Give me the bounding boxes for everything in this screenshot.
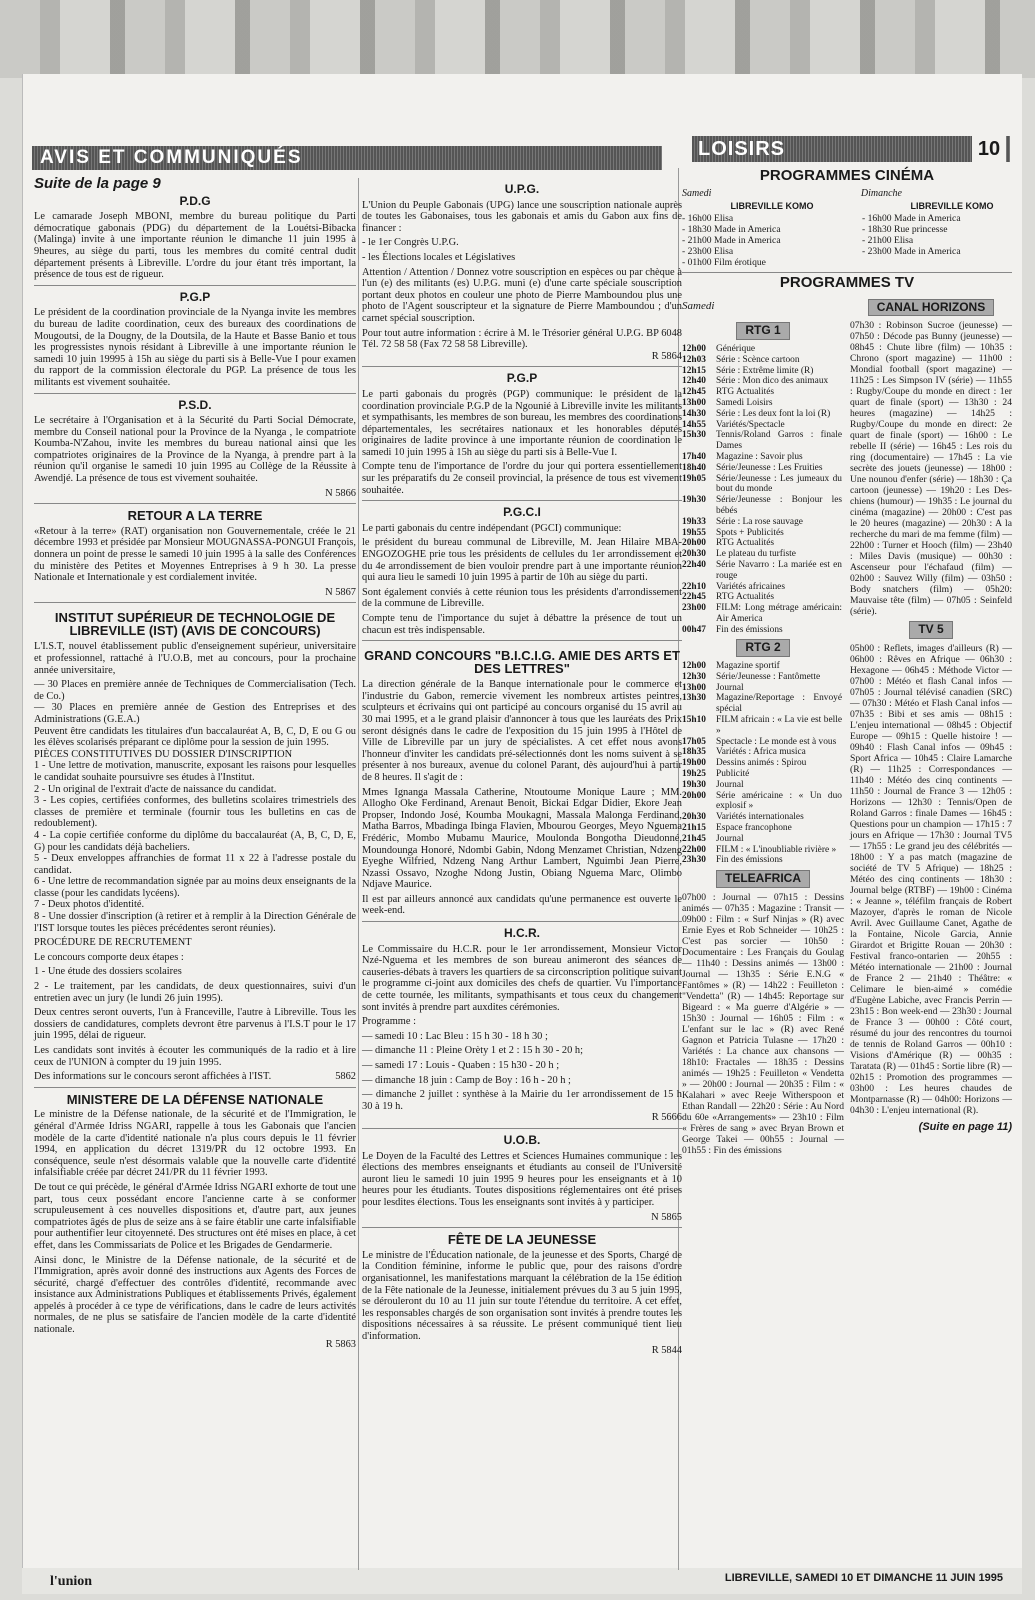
notice-ref-ist: 5862 [335, 1071, 356, 1083]
notice-ref-psd: N 5866 [325, 487, 356, 499]
notice-ref-fete: R 5844 [651, 1345, 682, 1357]
program-title: Variétés/Spectacle [716, 419, 785, 430]
notice-title-defense: MINISTERE DE LA DÉFENSE NATIONALE [66, 1091, 324, 1107]
notice-ref-uob: N 5865 [651, 1211, 682, 1223]
column-rule-1 [358, 178, 359, 1570]
rtg2-program-row [682, 823, 842, 834]
bicig-paragraph: Il est par ailleurs annoncé aux candidats qu'une permanence est ouverte le week-end. [362, 893, 682, 917]
program-title: FILM: Long métrage américain: Air America [716, 603, 842, 624]
ist-paragraph: — 30 Places en première année de Techniques de Commercialisation (Tech. de Co.) [34, 679, 356, 702]
cinema-day-labels [682, 188, 1012, 200]
ist-paragraph: PIÈCES CONSTITUTIVES DU DOSSIER D'INSCRIPTION [34, 748, 293, 760]
column-loisirs [682, 168, 1012, 1156]
notice-ref-retour: N 5867 [325, 586, 356, 598]
program-time: 14h30 [682, 408, 706, 419]
notice-title-upg: U.P.G. [504, 182, 540, 196]
rtg1-schedule [682, 344, 842, 636]
program-time: 22h10 [682, 581, 706, 592]
program-title: Variétés internationales [716, 812, 804, 823]
program-time: 21h45 [682, 833, 706, 844]
cinema-venue: LIBREVILLE KOMO [910, 201, 994, 212]
program-title: Publicité [716, 769, 750, 780]
pgci-paragraph: Le parti gabonais du centre indépendant (PGCI) communique: [362, 522, 622, 534]
notice-title-pdg: P.D.G [179, 193, 211, 208]
cinema-showing: - 18h30 Made in America [682, 224, 781, 236]
ist-paragraph: 2 - Le traitement, par les candidats, de deux questionnaires, suivi d'un entretien avec un jury (le lundi 26 juin 1995). [34, 981, 356, 1004]
program-title: Série : Les deux font la loi (R) [716, 408, 831, 419]
rtg2-program-row [682, 715, 842, 737]
ist-paragraph: Le concours comporte deux étapes : [34, 951, 184, 963]
ist-paragraph: 8 - Une dossier d'inscription (à retirer et à remplir à la Direction Générale de l'IST lorsque toutes les pièces précédentes seront réunies). [34, 911, 356, 934]
program-time: 13h00 [682, 682, 706, 693]
rtg1-program-row [682, 549, 842, 560]
tv-right-column [850, 295, 1012, 1156]
program-title: Samedi Loisirs [716, 397, 773, 408]
notice-ref-defense: R 5863 [325, 1338, 356, 1350]
rtg2-program-row [682, 791, 842, 813]
upg-paragraph: L'Union du Peuple Gabonais (UPG) lance une souscription nationale auprès de toutes les Gabonaises, tous les gabonais et amis du Gabon aux fins de financer : [362, 199, 682, 234]
ist-paragraph: 1 - Une étude des dossiers scolaires [34, 966, 182, 978]
ist-paragraph: PROCÉDURE DE RECRUTEMENT [34, 937, 192, 949]
section-title-loisirs: LOISIRS [698, 138, 786, 160]
rtg2-program-row [682, 834, 842, 845]
cinema-sunday [862, 201, 1012, 268]
program-title: Journal [716, 833, 744, 844]
hcr-paragraph: Le Commissaire du H.C.R. pour le 1er arrondissement, Monsieur Victor Nzé-Nguema et les membres de son bureau animeront des séances de causeries-débats à travers les quartiers de sa circonscription politique suivant le programme ci-joint aux domiciles des chefs de quartier. Vu l'importance de cette tournée, les militants, sympathisants et tous ceux du changement sont invités à prendre part auxdites cérémonies. [362, 943, 682, 1013]
rtg2-program-row [682, 737, 842, 748]
ist-paragraph: Les candidats sont invités à écouter les communiqués de la radio et à lire ceux de l'UNION à compter du 19 juin 1995. [34, 1045, 356, 1068]
defense-paragraph: De tout ce qui précède, le général d'Armée Idriss NGARI exhorte de tout une part, tous ceux possédant encore l'ancienne carte à se conformer scrupuleusement à ces nouvelles dispositions et, d'autre part, aux jeunes compatriotes âgés de plus de seize ans à se faire établir une carte infalsifiable pour authentifier leur citoyenneté. Des structures ont été mises en place, à cet effet, dans les Commissariats de Police et les Brigades de Gendarmerie. [34, 1181, 356, 1251]
cinema-showing: - 23h00 Elisa [682, 246, 734, 258]
teleafrica-schedule: 07h00 : Journal — 07h15 : Dessins animés — 07h35 : Magazine : Transit — 09h00 : Film : « Surf Ninjas » (R) avec Ernie Eyes et Rob Schneider — 10h25 : C'est pas sorcier — 10h50 : Documentaire : Les Français du Goulag — 11h40 : Dessins animés — 13h00 : Journal — 13h35 : Série E.N.G « Fantômes » (R) — 14h22 : Feuilleton : "Vendetta" (R) — 14h45: Reportage sur Bigeard : « Ma guerre d'Algérie » — 15h30 : Journal — 16h05 : Film : « L'enfant sur le lac » (R) avec René Gagnon et Patricia Tulasne — 17h20 : Variétés : La chance aux chansons — 18h10: Fractales — 18h35 : Dessins animés — 19h25 : Feuilleton « Vendetta » — 20h00 : Journal — 20h35 : Film : « Kalahari » avec Reeje Witherspoon et Ethan Randall — 22h20 : Série : Au Nord du 60e «Arrangements» — 23h10 : Film « Frères de sang » avec Bryan Brown et George Takei — 00h55 : Journal — 01h55 : Fin des émissions [682, 891, 844, 1156]
divider [362, 1227, 682, 1228]
program-title: Série Navarro : La mariée est en rouge [716, 559, 842, 581]
pgp2-paragraph: Compte tenu de l'importance de l'ordre du jour qui portera essentiellement sur les préparatifs du 2e conseil provincial, la présence de tous est vivement souhaitée. [362, 461, 682, 496]
ist-last-text: Des informations sur le concours seront affichées à l'IST. [34, 1071, 272, 1083]
notice-title-pgp2: P.G.P [506, 371, 538, 386]
cinema-showing: - 21h00 Made in America [682, 235, 781, 247]
pgp2-paragraph: Le parti gabonais du progrès (PGP) communique: le président de la coordination provinciale P.G.P de la Ngounié à Libreville invite les militants et sympathisants, les membres de son bureau, les membres des coordinations départementales, les secrétaires nationaux et les honorables députés originaires de ladite province à une importante réunion de coordination le samedi 10 juin 1995 à 15h au siège du parti sis à Belle-Vue I. [362, 388, 682, 458]
channel-name-teleafrica: TELEAFRICA [716, 870, 810, 888]
rtg1-program-row [682, 592, 842, 603]
rtg2-program-row [682, 758, 842, 769]
channel-header-rtg2 [682, 635, 844, 661]
program-title: Magazine : Savoir plus [716, 451, 803, 462]
rtg1-program-row [682, 560, 842, 582]
upg-paragraph: - le 1er Congrès U.P.G. [362, 237, 459, 249]
column-avis-1 [34, 175, 356, 1350]
rtg1-program-row [682, 474, 842, 496]
defense-paragraph: Ainsi donc, le Ministre de la Défense nationale, de la sécurité et de l'Immigration, après avoir donné des instructions aux Agents des Forces de sécurité, chargé d'effectuer des contrôles d'identité, recommande avec insistance aux Administrations Publiques et établissements Privés, également appelés à procéder à ce type de vérifications, dans le cadre de leurs activités normales, de ne plus se satisfaire de l'ancien modèle de la carte d'identité nationale. [34, 1254, 356, 1336]
program-title: Journal [716, 682, 744, 693]
program-title: RTG Actualités [716, 538, 775, 549]
program-time: 20h30 [682, 812, 706, 823]
program-time: 15h30 [682, 430, 706, 441]
ist-paragraph: 6 - Une lettre de recommandation signée par au moins deux enseignants de la classe (pour les candidats lycéens). [34, 876, 356, 899]
rtg1-program-row [682, 625, 842, 636]
hcr-paragraph: Programme : [362, 1016, 416, 1028]
program-time: 20h00 [682, 790, 706, 801]
upg-paragraph: Pour tout autre information : écrire à M. le Trésorier général U.P.G. BP 6048 Tél. 72 58 58 (Fax 72 58 58 Libreville). [362, 327, 682, 351]
program-time: 17h05 [682, 736, 706, 747]
notice-title-hcr: H.C.R. [504, 926, 540, 941]
program-time: 22h40 [682, 559, 706, 570]
notice-title-ist: INSTITUT SUPÉRIEUR DE TECHNOLOGIE DE LIBREVILLE (IST) (AVIS DE CONCOURS) [54, 610, 336, 639]
program-title: Magazine/Reportage : Envoyé spécial [716, 693, 842, 715]
rtg2-program-row [682, 780, 842, 791]
program-time: 13h00 [682, 397, 706, 408]
hcr-paragraph: — dimanche 2 juillet : synthèse à la Mairie du 1er arrondissement de 15 h 30 à 19 h. [362, 1089, 682, 1112]
program-time: 23h30 [682, 855, 706, 866]
ist-paragraph: 1 - Une lettre de motivation, manuscrite, exposant les raisons pour lesquelles le candidat souhaite poursuivre ses études à l'Institut. [34, 760, 356, 783]
hcr-paragraph: — dimanche 11 : Pleine Orèty 1 et 2 : 15 h 30 - 20 h; [362, 1045, 583, 1057]
tv-day-label: Samedi [682, 299, 715, 312]
rtg1-program-row [682, 344, 842, 355]
notice-title-retour: RETOUR A LA TERRE [127, 508, 263, 524]
program-title: Variétés africaines [716, 581, 785, 592]
tv5-schedule: 05h00 : Reflets, images d'ailleurs (R) — 06h00 : Rêves en Afrique — 06h30 : Hexagone — 06h45 : Méthode Victor — 07h00 : Météo et flash Canal infos — 07h05 : Journal télévisé canadien (SRC) — 07h30 : Météo et Flash Canal infos — 07h35 : Bibi et ses amis — 08h15 : L'enjeu international — 08h45 : Objectif Europe — 09h15 : Quelle histoire ! — 09h40 : Flash Canal infos — 09h45 : Sport Africa — 10h45 : Claire Lamarche (R) — 11h25 : Correspondances — 11h40 : Météo des cinq continents — 11h50 : Journal de France 3 — 12h05 : Horizons — 12h30 : Tennis/Open de Roland Garros : finale Dames — 16h45 : Questions pour un champion — 17h15 : 7 jours en Afrique — 17h30 : Journal TV5 — 17h55 : Le grand jeu des célébrités — 18h00 : Y a pas match (magazine de société de TV 5 Afrique) — 18h25 : Météo des cinq continents — 18h30 : Journal belge (RTBF) — 19h00 : Cinéma : « Jeanne », téléfilm français de Robert Mazoyer, d'après le roman de Nicole Avril. Avec Guillaume Canet, Agathe de la Fontaine, Nicole Garcia, Annie Girardot et Brigitte Rouan — 20h30 : Festival franco-ontarien — 20h55 : Météo internationale — 21h00 : Journal de France 2 — 21h40 : Théâtre: « Celimare le bien-aimé » comédie d'Eugène Labiche, avec Francis Perrin — 23h15 : Bon week-end — 23h30 : Journal de France 3 — 00h00 : Côté court, résumé du jour des rencontres du tournoi de tennis de Roland Garros — 00h10 : Visions d'Amérique (R) — 00h35 : Taratata (R) — 01h45 : Sortie libre (R) — 02h15 : Promotion des programmes — 03h00 : Les heures chaudes de Montparnasse (R) — 04h00: Horizons — 04h30 : L'enjeu international (R). [850, 642, 1012, 1116]
notice-title-psd: P.S.D. [178, 397, 212, 412]
program-time: 12h45 [682, 387, 706, 398]
ist-paragraph: 7 - Deux photos d'identité. [34, 899, 145, 911]
ist-last-line [34, 1071, 356, 1083]
rtg1-program-row [682, 387, 842, 398]
notice-text-fete: Le ministre de l'Éducation nationale, de la jeunesse et des Sports, Chargé de la Condition féminine, informe le public que, pour des raisons d'ordre organisationnel, les manifestations marquant la célébration de la 15e édition de la Fête nationale de la Jeunesse, initialement prévues du 3 au 5 juin 1995, se dérouleront du 10 au 11 juin sur toute l'étendue du territoire. A cet effet, les responsables chargés de son organisation sont invités à prendre toutes les dispositions nécessaires à sa réussite. Le présent communiqué tient lieu d'information. [362, 1249, 682, 1342]
notice-title-fete: FÊTE DE LA JEUNESSE [447, 1232, 597, 1248]
program-time: 12h30 [682, 671, 706, 682]
pgci-paragraph: Compte tenu de l'importance du sujet à débattre la présence de tout un chacun est très indispensable. [362, 613, 682, 636]
program-time: 15h10 [682, 715, 706, 726]
canal-schedule: 07h30 : Robinson Sucroe (jeunesse) — 07h50 : Décode pas Bunny (jeunesse) — 08h45 : Chute libre (film) — 10h35 : Chrono (sport magazine) — 11h00 : Mondial football (sport magazine) — 11h25 : Les Simpson IV (série) — 11h55 : Rugby/Coupe du monde en direct : 1er quart de finale (sport) — 13h30 : 24 heures (magazine) — 14h25 : Rugby/Coupe du monde en direct: 2e quart de finale (sport) — 16h00 : Le rebelle II (série) — 16h45 : Les rois du ring (documentaire) — 17h45 : La vie secrète des jouets (jeunesse) — 18h00 : Une nounou d'enfer (série) — 18h30 : Ça cartoon (jeunesse) — 19h20 : Les Des-chiens (humour) — 19h35 : Le journal du cinéma (magazine) — 20h00 : C'est pas le 20 heures (magazine) — 20h30 : A la recherche du mari de ma femme (film) — 22h00 : Turner et Hooch (film) — 23h40 : Miles Davis (musique) — 00h30 : Ascenseur pour l'échafaud (film) — 02h00 : Sauvez Willy (film) — 03h50 : Body snatchers (film) — 05h20: Mauvaise tête (film) — 07h05 : Seinfeld (série). [850, 320, 1012, 618]
divider [34, 602, 356, 603]
bicig-paragraph: La direction générale de la Banque internationale pour le commerce et l'industrie du Gabon, remercie vivement les nombreux artistes peintres, sculpteurs et écrivains qui ont participé au concours organisé du 15 avril au 30 mai 1995, et a le grand plaisir d'annoncer à tous que les lauréats des Prix seront désignés dans le cadre de l'exposition du 15 juin 1995 à l'Hôtel de Ville de Libreville par un jury de spécialistes. A cet effet nous avons l'honneur d'inviter les candidats pré-sélectionnés dont les noms suivent à se présenter à nos bureaux, avenue du colonel Parant, dès aujourd'hui à partir de 8 heures. Il s'agit de : [362, 679, 682, 783]
hcr-paragraph: — samedi 10 : Lac Bleu : 15 h 30 - 18 h 30 ; [362, 1030, 548, 1042]
cinema-title: PROGRAMMES CINÉMA [759, 167, 935, 184]
cinema-venue: LIBREVILLE KOMO [730, 201, 814, 212]
program-title: Dessins animés : Spirou [716, 758, 807, 769]
program-time: 12h00 [682, 343, 706, 354]
section-title-avis: AVIS ET COMMUNIQUÉS [40, 147, 303, 168]
rtg2-program-row [682, 747, 842, 758]
ist-paragraph: L'I.S.T, nouvel établissement public d'enseignement supérieur, universitaire et professionnel, rattaché à l'U.O.B, met au concours, pour la prochaine année universitaire, [34, 641, 356, 676]
program-title: Fin des émissions [716, 855, 783, 866]
notice-ref-hcr: R 5666 [651, 1112, 682, 1124]
tv-left-column [682, 295, 844, 1156]
rtg2-program-row [682, 693, 842, 715]
program-title: Le plateau du turfiste [716, 549, 796, 560]
program-title: Série : Extrême limite (R) [716, 365, 814, 376]
program-title: Série/Jeunesse : Fantômette [716, 671, 821, 682]
cinema-showing: - 18h30 Rue princesse [862, 224, 948, 236]
divider [34, 285, 356, 286]
rtg1-program-row [682, 463, 842, 474]
notice-title-pgci: P.G.C.I [503, 505, 541, 520]
union-logo: l'union [50, 1574, 93, 1589]
channel-name-canal: CANAL HORIZONS [868, 299, 994, 317]
notice-text-retour: «Retour à la terre» (RAT) organisation non Gouvernementale, créée le 21 décembre 1993 et présidée par Monsieur MOUGNASSA-PONGUI François, donnera un point de presse le samedi 10 juin 1995 à la salle des Conférences du ministère des Petites et Moyennes Entreprises à 9 h 30. La presse Nationale et Internationale y est cordialement invitée. [34, 525, 356, 584]
program-title: Spectacle : Le monde est à vous [716, 736, 837, 747]
cinema-saturday-label: Samedi [682, 187, 712, 199]
program-title: Série/Jeunesse : Les jumeaux du bout du monde [716, 473, 842, 495]
rtg1-program-row [682, 582, 842, 593]
program-time: 19h30 [682, 495, 706, 506]
program-time: 23h00 [682, 603, 706, 614]
program-title: Série : Scènce cartoon [716, 354, 800, 365]
continued-next-label: (Suite en page 11) [918, 1120, 1012, 1133]
program-time: 19h55 [682, 527, 706, 538]
rtg1-program-row [682, 603, 842, 625]
program-time: 13h30 [682, 693, 706, 704]
rtg2-program-row [682, 812, 842, 823]
program-title: Série : La rose sauvage [716, 516, 803, 527]
program-title: Générique [716, 343, 756, 354]
pgci-paragraph: Sont également conviés à cette réunion tous les présidents d'arrondissement de la commune de Libreville. [362, 586, 682, 610]
program-title: Variétés : Africa musica [716, 747, 806, 758]
rtg2-program-row [682, 845, 842, 856]
program-time: 22h45 [682, 592, 706, 603]
ist-paragraph: 5 - Deux enveloppes affranchies de format 11 x 22 à l'adresse postale du candidat. [34, 853, 356, 876]
program-time: 18h40 [682, 462, 706, 473]
rtg1-program-row [682, 430, 842, 452]
cinema-sunday-label: Dimanche [860, 187, 902, 199]
program-time: 19h33 [682, 516, 706, 527]
channel-name-tv5: TV 5 [909, 621, 952, 639]
upg-paragraph: - les Élections locales et Législatives [362, 251, 516, 263]
ist-paragraph: Deux centres seront ouverts, l'un à Franceville, l'autre à Libreville. Tous les dossiers de candidatures, complets devront être parvenus à l'I.S.T pour le 17 juin 1995, délai de rigueur. [34, 1007, 356, 1042]
rtg1-program-row [682, 452, 842, 463]
ist-paragraph: — 30 Places en première année de Gestion des Entreprises et des Administrations (G.E.A.) [34, 702, 356, 725]
notice-title-uob: U.O.B. [503, 1132, 541, 1147]
rtg1-program-row [682, 420, 842, 431]
cinema-showing: - 23h00 Made in America [862, 246, 961, 258]
scan-shadow-top [0, 0, 1035, 78]
program-title: Fin des émissions [716, 624, 783, 635]
program-time: 19h25 [682, 769, 706, 780]
cinema-showing: - 16h00 Made in America [862, 213, 961, 225]
ist-paragraph: 4 - La copie certifiée conforme du diplôme du baccalauréat (A, B, C, D, E, G) pour les candidats déjà bacheliers. [34, 829, 356, 853]
rtg2-program-row [682, 683, 842, 694]
divider [362, 500, 682, 501]
divider [34, 393, 356, 394]
program-time: 19h05 [682, 473, 706, 484]
rtg2-schedule [682, 661, 842, 866]
notice-ref-upg: R 5864 [651, 350, 682, 362]
cinema-showing: - 16h00 Elisa [682, 213, 734, 225]
program-title: FILM africain : « La vie est belle » [716, 715, 842, 736]
notice-title-pgp: P.G.P [179, 289, 211, 304]
program-title: Spots + Publicités [716, 527, 784, 538]
notice-body-ist [34, 641, 356, 1082]
divider [362, 366, 682, 367]
continued-label: Suite de la page 9 [34, 175, 161, 192]
cinema-showing: - 01h00 Film érotique [682, 257, 766, 269]
notice-text-uob: Le Doyen de la Faculté des Lettres et Sciences Humaines communique : les élections des membres enseignants et étudiants au conseil de l'Université auront lieu le samedi 10 juin 1995 9 heures pour les enseignants et à 10 heures pour les étudiants. Toutes dispositions réglementaires ont été prises pour lesdites élections. Tous les enseignants sont invités à y participer. [362, 1150, 682, 1208]
ist-paragraph: 3 - Les copies, certifiées conformes, des bulletins scolaires trimestriels des classes de première et terminale (fournir tous les bulletins en cas de redoublement). [34, 795, 356, 830]
bicig-paragraph: Mmes Ignanga Massala Catherine, Ntoutoume Monique Laure ; MM. Allogho Oke Ferdinand, Arenaut Benoit, Bickai Edgar Didier, Ekore Jean Propser, Indondo José, Koumba Moukagni, Massala Malonga Ferdinand, Matha Barros, Mbadinga Ibinga Flavien, Mbourou Georges, Meyo Nguema Frédéric, Mombo Mubamu Maurice, Moulonda Bongotha Dieudonné, Moundounga Honoré, Ndombi Gabin, Ndong Menzamet Christian, Ndzeng Eyeghe Wilfried, Ndzeng Nang Arthur Lambert, Nguimbi Jean Pierre, Nzassi Ossavo, Nzoghe Ndong Justin, Obiang Nguema Marc, Olimbo Ndjave Maurice. [362, 786, 682, 891]
cinema-showing: - 21h00 Elisa [862, 235, 914, 247]
notice-title-bicig: GRAND CONCOURS "B.I.C.I.G. AMIE DES ARTS ET DES LETTRES" [364, 648, 680, 677]
program-time: 00h47 [682, 624, 706, 635]
program-title: FILM : « L'inoubliable rivière » [716, 844, 837, 855]
rtg1-program-row [682, 409, 842, 420]
rtg1-program-row [682, 366, 842, 377]
upg-paragraph: Attention / Attention / Donnez votre souscription en espèces ou par chèque à l'un (e) des militants (es) U.P.G. muni (e) d'une carte spéciale souscription portant deux photos en couleur une photo de Pierre Mamboundou plus une photo de l'Agent souscripteur et la signature de Pierre Mamboundou ; d'un carnet spécial souscription. [362, 266, 682, 324]
program-time: 17h40 [682, 451, 706, 462]
channel-header-canal [850, 295, 1012, 321]
notice-text-pgp: Le président de la coordination provinciale de la Nyanga invite les membres du bureau de ladite coordination, ceux des bureaux des coordinations de Mougoutsi, de la Dougny, de la Doutsila, de la Haute et Basse Banio et tous les progressistes nynois résidant à Libreville à une importante réunion le samedi 10 juin 19995 à 15h au siège du parti sis à Belle-Vue I pour examen du rapport de la commission électorale du PGP. La présence de tous les militants est vivement souhaitée. [34, 307, 356, 388]
program-time: 12h15 [682, 365, 706, 376]
program-title: Magazine sportif [716, 661, 780, 672]
program-time: 19h00 [682, 758, 706, 769]
rtg1-program-row [682, 495, 842, 517]
rtg2-program-row [682, 661, 842, 672]
rtg1-program-row [682, 538, 842, 549]
divider [362, 921, 682, 922]
program-title: Tennis/Roland Garros : finale Dames [716, 430, 842, 452]
program-time: 12h00 [682, 661, 706, 672]
hcr-paragraph: — dimanche 18 juin : Camp de Boy : 16 h - 20 h ; [362, 1074, 571, 1086]
tv-title: PROGRAMMES TV [779, 274, 915, 292]
ist-paragraph: 2 - Un original de l'extrait d'acte de naissance du candidat. [34, 783, 277, 795]
tv-listings [682, 295, 1012, 1156]
program-title: RTG Actualités [716, 387, 775, 398]
divider [34, 1087, 356, 1088]
program-time: 21h15 [682, 823, 706, 834]
divider [362, 1128, 682, 1129]
program-time: 12h03 [682, 354, 706, 365]
rtg1-program-row [682, 528, 842, 539]
program-time: 22h00 [682, 844, 706, 855]
rtg1-program-row [682, 398, 842, 409]
program-time: 19h30 [682, 779, 706, 790]
pgci-paragraph: le président du bureau communal de Libreville, M. Jean Hilaire MBA-ENGOZOGHE prie tous les présidents de cellules du 1er arrondissement et du 4e arrondissement de bien vouloir prendre part à une importante réunion qui aura lieu le samedi 10 juin 1995 à partir de 10h au siège du parti. [362, 537, 682, 584]
rtg1-program-row [682, 355, 842, 366]
program-title: RTG Actualités [716, 592, 775, 603]
program-title: Journal [716, 779, 744, 790]
rtg2-program-row [682, 672, 842, 683]
program-title: Série/Jeunesse : Bonjour les bébés [716, 495, 842, 516]
channel-header-teleafrica [682, 866, 844, 892]
page-number: 10 [972, 136, 1006, 162]
program-time: 12h40 [682, 376, 706, 387]
program-time: 20h30 [682, 549, 706, 560]
channel-name-rtg1: RTG 1 [736, 322, 789, 340]
program-time: 14h55 [682, 419, 706, 430]
program-title: Espace francophone [716, 823, 792, 834]
rtg2-program-row [682, 769, 842, 780]
rtg2-program-row [682, 855, 842, 866]
cinema-saturday [682, 201, 832, 268]
program-time: 18h35 [682, 747, 706, 758]
program-title: Série américaine : « Un duo explosif » [716, 790, 842, 812]
program-title: Série : Mon dico des animaux [716, 376, 829, 387]
rtg1-program-row [682, 376, 842, 387]
channel-header-tv5 [850, 617, 1012, 643]
defense-paragraph: Le ministre de la Défense nationale, de la sécurité et de l'Immigration, le général d'Armée Idriss NGARI, rappelle à tous les Gabonais que l'ancien modèle de la carte d'identité nationale n'a plus cours depuis le 11 février 1994, en application du décret 1319/PR du 12 octobre 1993. En conséquence, seule n'est désormais valable que la nouvelle carte d'identité infalsifiable créée par décret 241/PR du 11 février 1993. [34, 1109, 356, 1179]
program-time: 20h00 [682, 538, 706, 549]
section-banner-loisirs [692, 136, 1010, 162]
column-avis-2 [362, 178, 682, 1357]
dateline: LIBREVILLE, SAMEDI 10 ET DIMANCHE 11 JUIN 1995 [724, 1572, 1003, 1584]
section-banner-avis [32, 146, 662, 170]
divider [362, 640, 682, 641]
cinema-listings [682, 201, 1012, 268]
hcr-paragraph: — samedi 17 : Louis - Quaben : 15 h30 - 20 h ; [362, 1060, 560, 1071]
rtg1-program-row [682, 517, 842, 528]
program-title: Série/Jeunesse : Les Fruities [716, 462, 823, 473]
divider [34, 503, 356, 504]
channel-header-rtg1 [682, 318, 844, 344]
divider [682, 272, 1012, 273]
ist-paragraph: Peuvent être candidats les titulaires d'un baccalauréat A, B, C, D, E ou G ou les élèves scolarisés préparant ce diplôme pour la session de juin 1995. [34, 725, 356, 749]
channel-name-rtg2: RTG 2 [736, 639, 789, 657]
notice-text-psd: Le secrétaire à l'Organisation et à la Sécurité du Parti Social Démocrate, membre du Conseil national pour la Province de la Nyanga , le compatriote Koumba-N'Zahou, invite les membres du bureau national ainsi que les compatriotes originaires de la Province de la Nyanga, à prendre part à la réunion qu'il organise le samedi 10 juin 1995 au Collège de la Réussite à Awendjé. La présence de tous est vivement souhaitée. [34, 415, 356, 485]
notice-text-pdg: Le camarade Joseph MBONI, membre du bureau politique du Parti démocratique gabonais (PDG) du département de la Louétsi-Bibacka (Malinga) invite à une importante réunion le dimanche 11 juin 1995 à 9heures, au siège du parti, tous les membres du comité central dudit département présents à Libreville. L'ordre du jour étant très important, la présence de tous est de rigueur. [34, 211, 356, 281]
